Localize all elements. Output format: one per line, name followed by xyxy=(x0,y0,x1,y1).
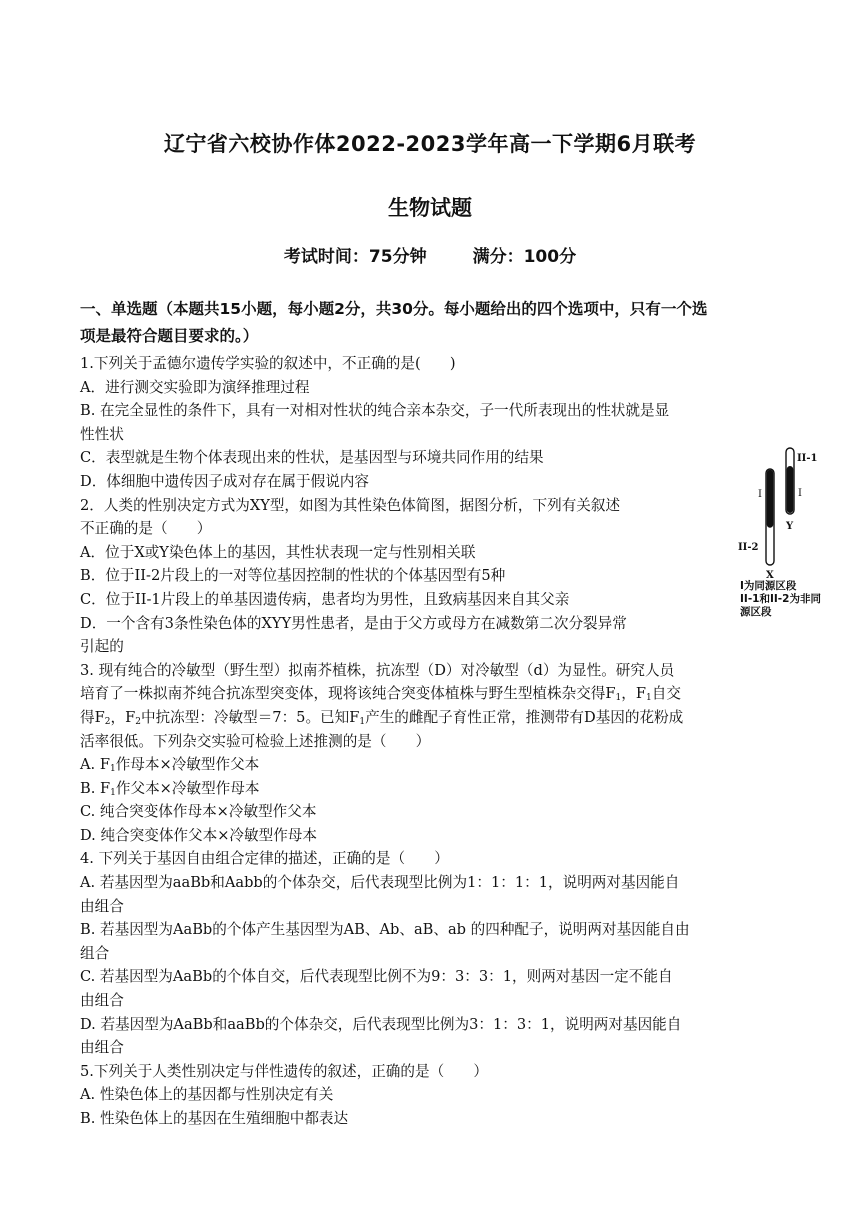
q2-stem: 2．人类的性别决定方式为XY型，如图为其性染色体简图，据图分析，下列有关叙述 xyxy=(80,496,621,514)
q2-option-c: C．位于II-1片段上的单基因遗传病，患者均为男性，且致病基因来自其父亲 xyxy=(80,590,570,608)
q1-option-b-cont: 性性状 xyxy=(80,425,124,443)
q3-stem-cont: 培育了一株拟南芥纯合抗冻型突变体，现将该纯合突变体植株与野生型植株杂交得$F_1$，$F_1$自交 xyxy=(80,685,681,704)
q4-option-b-cont: 组合 xyxy=(80,944,110,962)
q4-option-b: B. 若基因型为AaBb的个体产生基因型为AB、Ab、aB、ab 的四种配子，说明两对基因能自由 xyxy=(80,921,690,939)
caption-line: I为同源区段 xyxy=(740,580,797,592)
exam-score: 满分：100分 xyxy=(472,247,577,267)
section-heading-line: 一、单选题（本题共15小题，每小题2分，共30分。每小题给出的四个选项中，只有一个选 xyxy=(80,300,708,318)
q3-option-c: C. 纯合突变体作母本×冷敏型作父本 xyxy=(80,803,317,821)
q1-option-a: A．进行测交实验即为演绎推理过程 xyxy=(80,378,310,396)
subject-title: 生物试题 xyxy=(388,196,472,220)
y-homologous-segment xyxy=(787,466,794,513)
label-y: Y xyxy=(786,521,794,532)
q3-stem: 3. 现有纯合的冷敏型（野生型）拟南芥植株，抗冻型（D）对冷敏型（d）为显性。研究人员 xyxy=(80,661,675,679)
caption-line: 源区段 xyxy=(740,606,772,618)
chromosome-diagram xyxy=(734,440,826,580)
section-heading-line: 项是最符合题目要求的。） xyxy=(80,327,259,345)
q1-option-b: B. 在完全显性的条件下，具有一对相对性状的纯合亲本杂交，子一代所表现出的性状就是显 xyxy=(80,402,670,420)
exam-title: 辽宁省六校协作体2022-2023学年高一下学期6月联考 xyxy=(163,132,697,156)
questions xyxy=(80,352,790,1131)
q4-stem: 4. 下列关于基因自由组合定律的描述，正确的是（ ） xyxy=(80,850,449,868)
q4-option-d-cont: 由组合 xyxy=(80,1039,124,1057)
label-i-right: I xyxy=(798,488,802,499)
q5-option-b: B. 性染色体上的基因在生殖细胞中都表达 xyxy=(80,1110,349,1127)
q4-option-d: D. 若基因型为AaBb和aaBb的个体杂交，后代表现型比例为3：1：3：1，说明两对基因能自 xyxy=(80,1015,682,1033)
q3-option-d: D. 纯合突变体作父本×冷敏型作母本 xyxy=(80,826,317,844)
q1-stem: 1.下列关于孟德尔遗传学实验的叙述中，不正确的是( ) xyxy=(80,355,456,372)
q2-option-d-cont: 引起的 xyxy=(80,638,124,656)
x-homologous-segment xyxy=(767,470,774,528)
caption-line: II-1和II-2为非同 xyxy=(740,593,821,605)
figure-caption xyxy=(740,580,840,619)
section-heading xyxy=(80,296,790,350)
q2-option-d: D．一个含有3条性染色体的XYY男性患者，是由于父方或母方在减数第二次分裂异常 xyxy=(80,614,627,632)
q2-option-b: B．位于II-2片段上的一对等位基因控制的性状的个体基因型有5种 xyxy=(80,567,506,585)
q5-option-a: A. 性染色体上的基因都与性别决定有关 xyxy=(80,1086,334,1104)
q4-option-a-cont: 由组合 xyxy=(80,897,124,915)
q3-option-a: A. $F_1$作母本×冷敏型作父本 xyxy=(80,756,260,775)
q2-option-a: A．位于X或Y染色体上的基因，其性状表现一定与性别相关联 xyxy=(80,543,476,561)
q3-stem-cont: 得$F_2$，$F_2$中抗冻型：冷敏型＝7：5。已知$F_1$产生的雌配子育性正常，推测带有D基因的花粉成 xyxy=(80,708,684,727)
q3-stem-cont: 活率很低。下列杂交实验可检验上述推测的是（ ） xyxy=(80,732,431,750)
q4-option-c-cont: 由组合 xyxy=(80,992,124,1010)
label-x: X xyxy=(766,570,774,580)
q4-option-a: A. 若基因型为aaBb和Aabb的个体杂交，后代表现型比例为1：1：1：1，说明两对基因能自 xyxy=(80,874,680,892)
q1-option-c: C．表型就是生物个体表现出来的性状，是基因型与环境共同作用的结果 xyxy=(80,449,544,467)
q5-stem: 5.下列关于人类性别决定与伴性遗传的叙述，正确的是（ ） xyxy=(80,1062,488,1080)
exam-info xyxy=(0,242,860,267)
label-ii1: II-1 xyxy=(797,453,818,464)
label-ii2: II-2 xyxy=(738,542,759,553)
label-i-left: I xyxy=(758,489,762,500)
q1-option-d: D．体细胞中遗传因子成对存在属于假说内容 xyxy=(80,472,369,490)
exam-time: 考试时间：75分钟 xyxy=(283,247,427,267)
q4-option-c: C. 若基因型为AaBb的个体自交，后代表现型比例不为9：3：3：1，则两对基因一定不能自 xyxy=(80,968,673,986)
q3-option-b: B. $F_1$作父本×冷敏型作母本 xyxy=(80,779,260,798)
q2-stem-cont: 不正确的是（ ） xyxy=(80,520,212,538)
